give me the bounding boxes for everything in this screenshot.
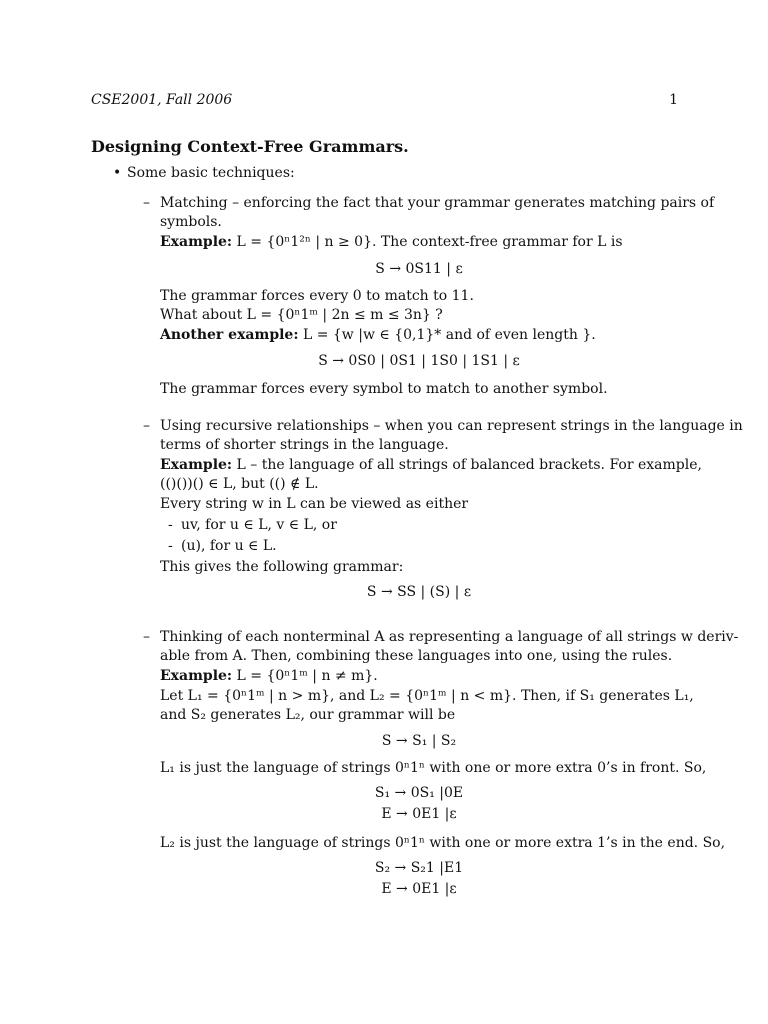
section3-para1: L₁ is just the language of strings 0ⁿ1ⁿ with one or more extra 0’s in front. So, (160, 760, 707, 776)
section3-line5: and S₂ generates L₂, our grammar will be (160, 707, 456, 723)
section3-rule3a: S₂ → S₂1 |E1 (374, 860, 464, 876)
section1-line1: Matching – enforcing the fact that your grammar generates matching pairs of (160, 195, 715, 211)
example2-text: L = {w |w ∈ {0,1}* and of even length }. (302, 327, 596, 343)
section3-line4: Let L₁ = {0ⁿ1ᵐ | n > m}, and L₂ = {0ⁿ1ᵐ | n < m}. Then, if S₁ generates L₁, (160, 688, 694, 704)
section3-line2: able from A. Then, combining these languages into one, using the rules. (160, 648, 673, 664)
section2-line5: Every string w in L can be viewed as either (160, 496, 469, 512)
section2-sub2: (u), for u ∈ L. (181, 538, 277, 554)
section1-para2: What about L = {0ⁿ1ᵐ | 2n ≤ m ≤ 3n} ? (160, 307, 443, 323)
example-text: L = {0ⁿ1²ⁿ | n ≥ 0}. The context-free grammar for L is (236, 234, 623, 250)
section2-line1: Using recursive relationships – when you can represent strings in the language in (160, 418, 743, 434)
section3-line1: Thinking of each nonterminal A as representing a language of all strings w deriv- (160, 629, 739, 645)
section2-example (160, 457, 702, 474)
section1-para1: The grammar forces every 0 to match to 11. (160, 288, 474, 304)
bullet-intro: Some basic techniques: (127, 165, 295, 181)
subdash-icon: - (168, 538, 173, 554)
section2-line2: terms of shorter strings in the language. (160, 437, 449, 453)
section3-para2: L₂ is just the language of strings 0ⁿ1ⁿ with one or more extra 1’s in the end. So, (160, 835, 726, 851)
section1-example (160, 234, 623, 251)
dash-icon: – (143, 629, 150, 645)
section1-line2: symbols. (160, 214, 222, 230)
example-label: Example: (160, 668, 233, 684)
example-label: Example: (160, 234, 233, 250)
section2-line4: (()())() ∈ L, but (() ∉ L. (160, 476, 319, 492)
dash-icon: – (143, 195, 150, 211)
bullet-icon: • (113, 165, 122, 181)
section1-rule2: S → 0S0 | 0S1 | 1S0 | 1S1 | ε (318, 353, 520, 369)
example-label: Example: (160, 457, 233, 473)
subdash-icon: - (168, 517, 173, 533)
example-text: L = {0ⁿ1ᵐ | n ≠ m}. (236, 668, 378, 684)
section2-rule: S → SS | (S) | ε (366, 584, 472, 600)
section1-rule1: S → 0S11 | ε (375, 261, 463, 277)
section3-rule1: S → S₁ | S₂ (381, 733, 457, 749)
section2-line6: This gives the following grammar: (160, 559, 404, 575)
dash-icon: – (143, 418, 150, 434)
section3-rule2a: S₁ → 0S₁ |0E (374, 785, 464, 801)
section1-para3: The grammar forces every symbol to match to another symbol. (160, 381, 608, 397)
section3-example (160, 668, 378, 685)
section3-rule2b: E → 0E1 |ε (381, 806, 457, 822)
page-number: 1 (669, 92, 678, 108)
section3-rule3b: E → 0E1 |ε (381, 881, 457, 897)
section1-example2 (160, 327, 596, 344)
example-text: L – the language of all strings of balanced brackets. For example, (236, 457, 702, 473)
page-title: Designing Context-Free Grammars. (91, 137, 409, 156)
course-header: CSE2001, Fall 2006 (91, 92, 233, 108)
section2-sub1: uv, for u ∈ L, v ∈ L, or (181, 517, 337, 533)
example2-label: Another example: (160, 327, 299, 343)
